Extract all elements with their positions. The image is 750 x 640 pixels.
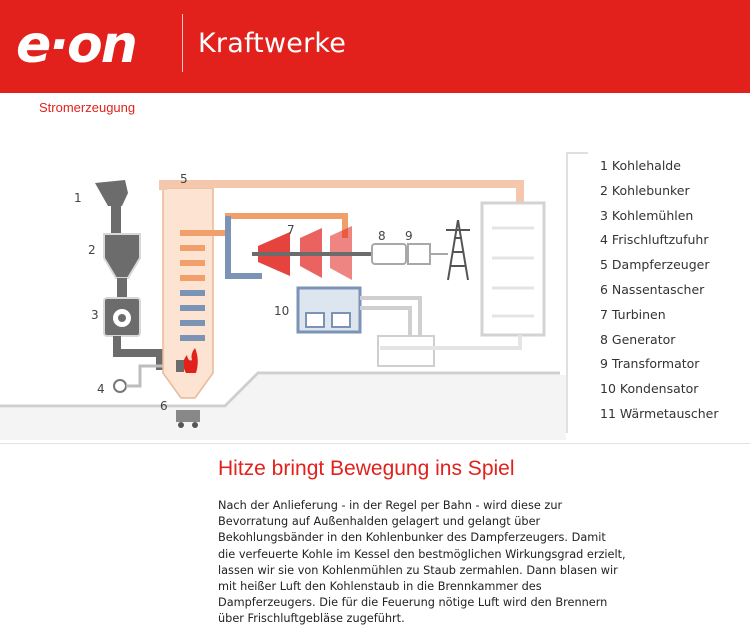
fresh-air-fan-icon bbox=[114, 380, 126, 392]
legend-item[interactable]: 11 Wärmetauscher bbox=[600, 405, 719, 421]
article-line: die verfeuerte Kohle im Kessel den bestmöglichen Wirkungsgrad erzielt, bbox=[218, 547, 626, 561]
coal-bunker bbox=[104, 234, 140, 278]
transformer bbox=[408, 244, 430, 264]
pylon-icon bbox=[446, 220, 470, 280]
legend-item[interactable]: 2 Kohlebunker bbox=[600, 182, 690, 198]
label-6: 6 bbox=[160, 399, 168, 413]
legend-item[interactable]: 8 Generator bbox=[600, 331, 676, 347]
turbine-shaft bbox=[252, 252, 372, 256]
legend-list bbox=[600, 158, 719, 431]
reheat-line bbox=[228, 216, 262, 276]
article-heading: Hitze bringt Bewegung ins Spiel bbox=[218, 457, 515, 480]
coal-chute bbox=[111, 204, 121, 234]
label-8: 8 bbox=[378, 229, 386, 243]
bunker-feeder bbox=[117, 278, 127, 298]
article-line: über Frischluftgebläse zugeführt. bbox=[218, 612, 405, 626]
legend-item[interactable]: 6 Nassentascher bbox=[600, 281, 705, 297]
article-line: Nach der Anlieferung - in der Regel per Bahn - wird diese zur bbox=[218, 499, 563, 512]
legend-item[interactable]: 4 Frischluftzufuhr bbox=[600, 232, 709, 248]
legend-item[interactable]: 9 Transformator bbox=[600, 356, 700, 372]
article-line: Bekohlungsbänder in den Kohlenbunker des Dampferzeugers. Damit bbox=[218, 531, 606, 545]
legend-item[interactable]: 10 Kondensator bbox=[600, 381, 699, 397]
generator bbox=[372, 244, 406, 264]
label-1: 1 bbox=[74, 191, 82, 205]
article-line: Bevorratung auf Außenhalden gelagert und gelangt über bbox=[218, 515, 541, 529]
header-divider bbox=[182, 14, 183, 72]
breadcrumb-link[interactable]: Stromerzeugung bbox=[39, 100, 136, 115]
label-10: 10 bbox=[274, 304, 290, 318]
eon-logo[interactable] bbox=[14, 12, 168, 76]
cooling-water-line bbox=[360, 298, 420, 338]
logo-text: e·on bbox=[16, 15, 136, 75]
condenser-tube-right bbox=[332, 313, 350, 327]
page-title: Kraftwerke bbox=[198, 28, 347, 59]
burner bbox=[176, 360, 184, 372]
cooling-basin bbox=[378, 336, 434, 366]
label-4: 4 bbox=[97, 382, 105, 396]
legend-item[interactable]: 1 Kohlehalde bbox=[600, 158, 681, 173]
legend-item[interactable]: 5 Dampferzeuger bbox=[600, 257, 710, 273]
power-plant-diagram bbox=[0, 148, 566, 440]
label-5: 5 bbox=[180, 172, 188, 186]
article-body bbox=[218, 498, 738, 628]
label-2: 2 bbox=[88, 243, 96, 257]
section-divider bbox=[0, 443, 750, 444]
coal-pile bbox=[95, 180, 128, 206]
label-9: 9 bbox=[405, 229, 413, 243]
condenser-tube-left bbox=[306, 313, 324, 327]
legend-item[interactable]: 3 Kohlemühlen bbox=[600, 207, 694, 223]
article-line: mit heißer Luft den Kohlenstaub in die Brennkammer des bbox=[218, 580, 542, 594]
label-3: 3 bbox=[91, 308, 99, 322]
legend-item[interactable]: 7 Turbinen bbox=[600, 306, 666, 322]
header-bar bbox=[0, 0, 750, 93]
label-7: 7 bbox=[287, 223, 295, 237]
flue-gas-duct bbox=[163, 184, 520, 203]
article-line: Dampferzeugers. Die für die Feuerung nötige Luft wird den Brennern bbox=[218, 596, 608, 610]
ash-cart bbox=[176, 410, 200, 422]
article-line: lassen wir sie von Kohlenmühlen zu Staub zermahlen. Dann blasen wir bbox=[218, 563, 618, 577]
